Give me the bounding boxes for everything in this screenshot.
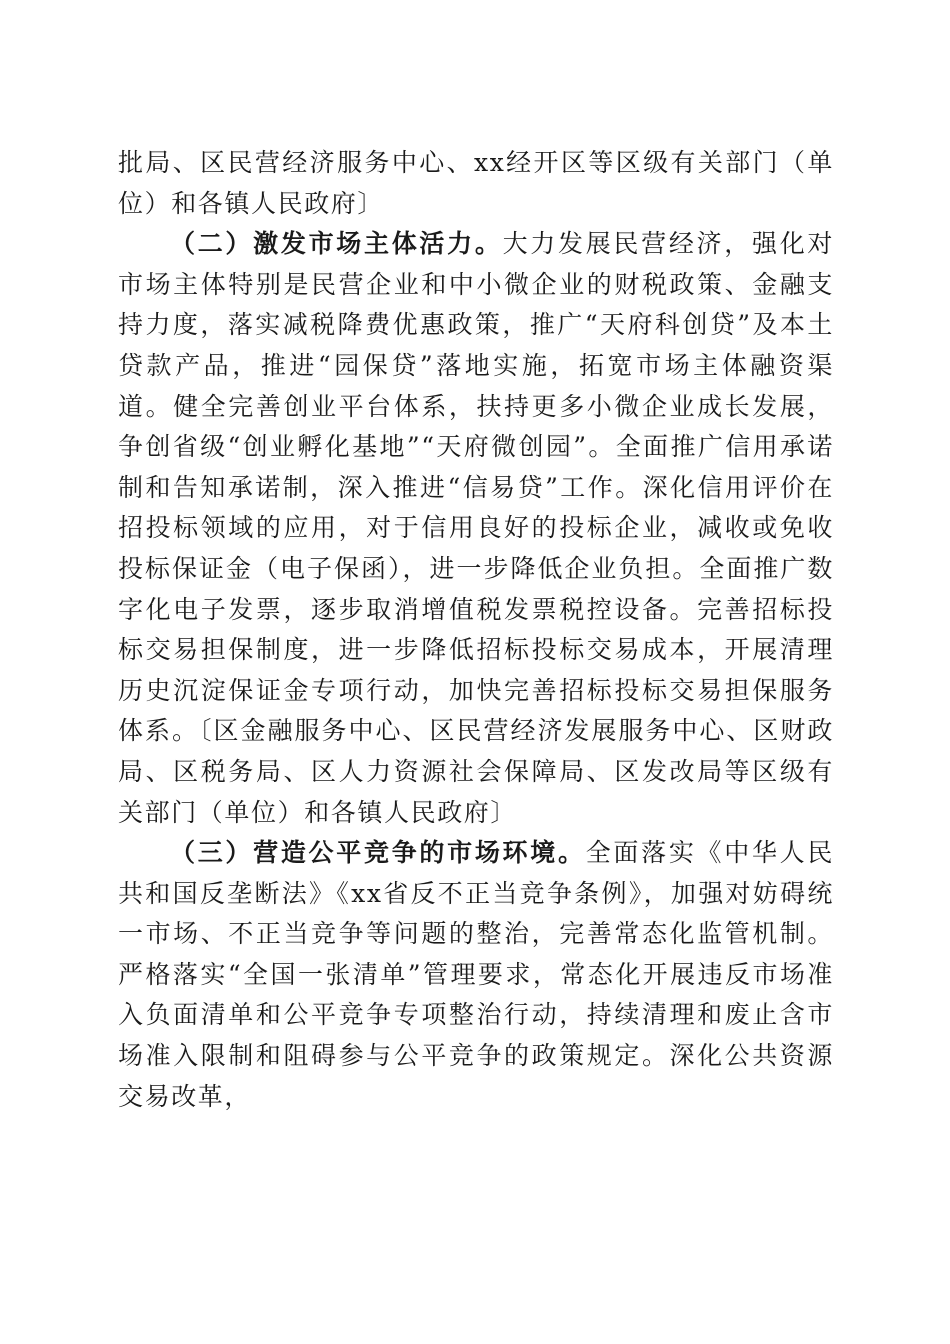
paragraph-text: 大力发展民营经济，强化对市场主体特别是民营企业和中小微企业的财税政策、金融支持力度，落实减税降费优惠政策，推广“天府科创贷”及本土贷款产品，推进“园保贷”落地实施，拓宽市场主体融资渠道。健全完善创业平台体系，扶持更多小微企业成长发展，争创省级“创业孵化基地”“天府微创园”。全面推广信用承诺制和告知承诺制，深入推进“信易贷”工作。深化信用评价在招投标领域的应用，对于信用良好的投标企业，减收或免收投标保证金（电子保函），进一步降低企业负担。全面推广数字化电子发票，逐步取消增值税发票税控设备。完善招标投标交易担保制度，进一步降低招标投标交易成本，开展清理历史沉淀保证金专项行动，加快完善招标投标交易担保服务体系。〔区金融服务中心、区民营经济发展服务中心、区财政局、区税务局、区人力资源社会保障局、区发改局等区级有关部门（单位）和各镇人民政府〕 [118, 229, 835, 827]
document-page [118, 143, 834, 1117]
paragraph-section-3 [118, 833, 834, 1117]
paragraph-text: 全面落实《中华人民共和国反垄断法》《xx省反不正当竞争条例》，加强对妨碍统一市场、不正当竞争等问题的整治，完善常态化监管机制。严格落实“全国一张清单”管理要求，常态化开展违反市场准入负面清单和公平竞争专项整治行动，持续清理和废止含市场准入限制和阻碍参与公平竞争的政策规定。深化公共资源交易改革， [118, 838, 834, 1111]
paragraph-text: 批局、区民营经济服务中心、xx经开区等区级有关部门（单位）和各镇人民政府〕 [118, 148, 834, 218]
section-heading: （三）营造公平竞争的市场环境。 [170, 838, 586, 868]
section-heading: （二）激发市场主体活力。 [170, 229, 503, 259]
paragraph-section-2 [118, 224, 834, 833]
paragraph-continuation [118, 143, 834, 224]
